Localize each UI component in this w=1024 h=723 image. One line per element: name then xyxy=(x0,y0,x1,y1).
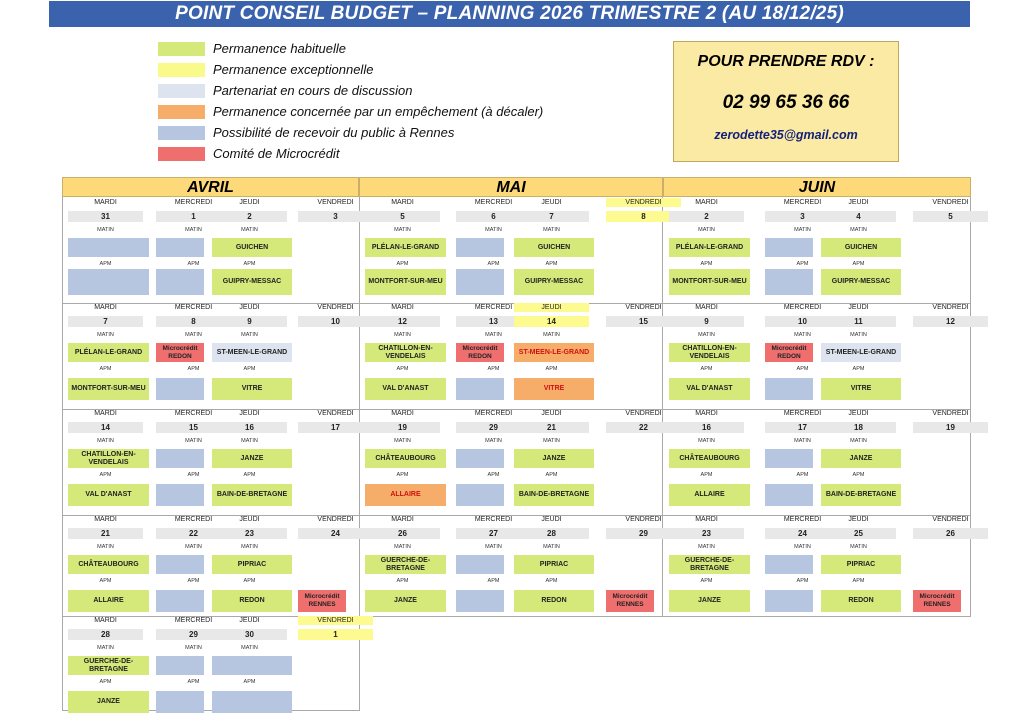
day-number: 10 xyxy=(765,316,840,327)
day-name-mercredi: MERCREDI xyxy=(474,199,513,206)
day-name-mercredi: MERCREDI xyxy=(783,304,822,311)
matin-label: MATIN xyxy=(794,332,811,338)
day-number: 19 xyxy=(365,422,440,433)
matin-label: MATIN xyxy=(485,227,502,233)
matin-label: MATIN xyxy=(185,227,202,233)
day-name-jeudi: JEUDI xyxy=(541,199,562,206)
slot-rennes xyxy=(156,656,204,675)
apm-label: APM xyxy=(852,578,865,584)
apm-label: APM xyxy=(700,472,713,478)
day-number: 16 xyxy=(212,422,287,433)
matin-label: MATIN xyxy=(543,332,560,338)
day-number: 10 xyxy=(298,316,373,327)
day-number: 8 xyxy=(606,211,681,222)
event-vitre: VITRE xyxy=(821,378,901,400)
apm-label: APM xyxy=(487,366,500,372)
day-name-jeudi: JEUDI xyxy=(514,303,589,312)
day-number: 22 xyxy=(156,528,231,539)
event-microcr-dit-redon: Microcrédit REDON xyxy=(456,343,504,362)
day-name-vendredi: VENDREDI xyxy=(625,516,662,523)
day-number: 27 xyxy=(456,528,531,539)
day-name-vendredi: VENDREDI xyxy=(932,199,969,206)
day-name-mardi: MARDI xyxy=(94,410,117,417)
day-name-mercredi: MERCREDI xyxy=(783,516,822,523)
page-title: POINT CONSEIL BUDGET – PLANNING 2026 TRIMESTRE 2 (AU 18/12/25) xyxy=(49,1,970,27)
legend-label-rennes: Possibilité de recevoir du public à Rennes xyxy=(213,125,455,140)
apm-label: APM xyxy=(243,679,256,685)
day-name-mercredi: MERCREDI xyxy=(174,516,213,523)
slot-rennes xyxy=(765,449,813,468)
matin-label: MATIN xyxy=(485,332,502,338)
day-number: 9 xyxy=(669,316,744,327)
slot-rennes xyxy=(156,238,204,257)
slot-rennes xyxy=(456,238,504,257)
month-header-juin: JUIN xyxy=(663,177,971,197)
apm-label: APM xyxy=(852,472,865,478)
event-vitre: VITRE xyxy=(212,378,292,400)
event-guipry-messac: GUIPRY-MESSAC xyxy=(514,269,594,295)
matin-label: MATIN xyxy=(394,332,411,338)
apm-label: APM xyxy=(243,366,256,372)
day-number: 15 xyxy=(156,422,231,433)
day-name-vendredi: VENDREDI xyxy=(932,516,969,523)
event-microcr-dit-redon: Microcrédit REDON xyxy=(765,343,813,362)
grid-line xyxy=(970,197,971,616)
day-name-mercredi: MERCREDI xyxy=(174,199,213,206)
event-montfort-sur-meu: MONTFORT-SUR-MEU xyxy=(669,269,750,295)
matin-label: MATIN xyxy=(850,544,867,550)
slot-rennes xyxy=(765,238,813,257)
day-number: 14 xyxy=(514,316,589,327)
event-montfort-sur-meu: MONTFORT-SUR-MEU xyxy=(68,378,149,400)
apm-label: APM xyxy=(187,261,200,267)
day-number: 6 xyxy=(456,211,531,222)
day-number: 28 xyxy=(514,528,589,539)
legend-label-partenariat: Partenariat en cours de discussion xyxy=(213,83,413,98)
day-number: 2 xyxy=(669,211,744,222)
event-vitre: VITRE xyxy=(514,378,594,400)
apm-label: APM xyxy=(487,261,500,267)
day-name-jeudi: JEUDI xyxy=(239,617,260,624)
slot-rennes xyxy=(156,269,204,295)
matin-label: MATIN xyxy=(850,227,867,233)
day-number: 9 xyxy=(212,316,287,327)
event-pl-lan-le-grand: PLÉLAN-LE-GRAND xyxy=(365,238,446,257)
slot-rennes xyxy=(156,449,204,468)
day-name-mardi: MARDI xyxy=(391,199,414,206)
legend-swatch-habituelle xyxy=(158,42,205,56)
day-name-jeudi: JEUDI xyxy=(239,199,260,206)
event-janze: JANZE xyxy=(821,449,901,468)
day-number: 26 xyxy=(365,528,440,539)
day-name-jeudi: JEUDI xyxy=(848,304,869,311)
day-number: 1 xyxy=(298,629,373,640)
day-number: 15 xyxy=(606,316,681,327)
event-pl-lan-le-grand: PLÉLAN-LE-GRAND xyxy=(669,238,750,257)
day-name-jeudi: JEUDI xyxy=(239,304,260,311)
day-number: 12 xyxy=(365,316,440,327)
day-number: 16 xyxy=(669,422,744,433)
day-name-jeudi: JEUDI xyxy=(848,516,869,523)
event-janze: JANZE xyxy=(212,449,292,468)
day-name-mardi: MARDI xyxy=(94,199,117,206)
day-number: 17 xyxy=(298,422,373,433)
day-number: 23 xyxy=(669,528,744,539)
day-number: 23 xyxy=(212,528,287,539)
apm-label: APM xyxy=(99,366,112,372)
event-bain-de-bretagne: BAIN-DE-BRETAGNE xyxy=(514,484,594,506)
slot-rennes xyxy=(68,238,149,257)
rdv-phone: 02 99 65 36 66 xyxy=(722,92,850,113)
matin-label: MATIN xyxy=(698,438,715,444)
event-redon: REDON xyxy=(821,590,901,612)
day-number: 29 xyxy=(156,629,231,640)
legend-swatch-partenariat xyxy=(158,84,205,98)
matin-label: MATIN xyxy=(97,544,114,550)
event-ch-teaubourg: CHÂTEAUBOURG xyxy=(669,449,750,468)
day-number: 3 xyxy=(765,211,840,222)
matin-label: MATIN xyxy=(185,332,202,338)
matin-label: MATIN xyxy=(485,544,502,550)
event-microcr-dit-rennes: Microcrédit RENNES xyxy=(606,590,654,612)
day-name-jeudi: JEUDI xyxy=(848,410,869,417)
legend-label-habituelle: Permanence habituelle xyxy=(213,41,346,56)
slot-rennes xyxy=(456,484,504,506)
slot-rennes xyxy=(456,590,504,612)
day-number: 2 xyxy=(212,211,287,222)
apm-label: APM xyxy=(243,472,256,478)
rdv-email: zerodette35@gmail.com xyxy=(714,128,858,142)
event-allaire: ALLAIRE xyxy=(365,484,446,506)
day-name-mercredi: MERCREDI xyxy=(474,304,513,311)
day-number: 28 xyxy=(68,629,143,640)
day-number: 30 xyxy=(212,629,287,640)
day-name-mardi: MARDI xyxy=(391,516,414,523)
event-guichen: GUICHEN xyxy=(514,238,594,257)
matin-label: MATIN xyxy=(543,438,560,444)
apm-label: APM xyxy=(852,366,865,372)
month-header-avril: AVRIL xyxy=(62,177,359,197)
matin-label: MATIN xyxy=(241,544,258,550)
event-bain-de-bretagne: BAIN-DE-BRETAGNE xyxy=(821,484,901,506)
event-chatillon-en-vendelais: CHATILLON-EN-VENDELAIS xyxy=(68,449,149,468)
apm-label: APM xyxy=(99,472,112,478)
day-number: 25 xyxy=(821,528,896,539)
event-pipriac: PIPRIAC xyxy=(212,555,292,574)
apm-label: APM xyxy=(396,472,409,478)
apm-label: APM xyxy=(187,366,200,372)
event-microcr-dit-redon: Microcrédit REDON xyxy=(156,343,204,362)
legend-swatch-empechement xyxy=(158,105,205,119)
slot-rennes xyxy=(156,555,204,574)
day-name-jeudi: JEUDI xyxy=(541,410,562,417)
event-val-d-anast: VAL D'ANAST xyxy=(365,378,446,400)
matin-label: MATIN xyxy=(543,544,560,550)
day-name-mardi: MARDI xyxy=(94,617,117,624)
matin-label: MATIN xyxy=(97,438,114,444)
day-name-jeudi: JEUDI xyxy=(541,516,562,523)
legend-swatch-exceptionnelle xyxy=(158,63,205,77)
apm-label: APM xyxy=(545,261,558,267)
day-number: 5 xyxy=(913,211,988,222)
day-name-jeudi: JEUDI xyxy=(848,199,869,206)
matin-label: MATIN xyxy=(97,645,114,651)
matin-label: MATIN xyxy=(185,645,202,651)
event-janze: JANZE xyxy=(365,590,446,612)
event-janze: JANZE xyxy=(514,449,594,468)
day-name-vendredi: VENDREDI xyxy=(317,304,354,311)
day-name-vendredi: VENDREDI xyxy=(317,516,354,523)
event-allaire: ALLAIRE xyxy=(669,484,750,506)
day-number: 4 xyxy=(821,211,896,222)
day-number: 3 xyxy=(298,211,373,222)
event-redon: REDON xyxy=(212,590,292,612)
apm-label: APM xyxy=(487,578,500,584)
day-number: 13 xyxy=(456,316,531,327)
apm-label: APM xyxy=(187,578,200,584)
slot-rennes xyxy=(156,484,204,506)
apm-label: APM xyxy=(243,261,256,267)
day-name-mardi: MARDI xyxy=(695,304,718,311)
day-name-mercredi: MERCREDI xyxy=(783,410,822,417)
apm-label: APM xyxy=(187,472,200,478)
day-name-mardi: MARDI xyxy=(391,410,414,417)
apm-label: APM xyxy=(700,261,713,267)
day-number: 7 xyxy=(514,211,589,222)
matin-label: MATIN xyxy=(241,227,258,233)
matin-label: MATIN xyxy=(850,438,867,444)
matin-label: MATIN xyxy=(185,544,202,550)
slot-rennes xyxy=(212,691,292,713)
apm-label: APM xyxy=(243,578,256,584)
day-name-mardi: MARDI xyxy=(695,199,718,206)
day-number: 19 xyxy=(913,422,988,433)
day-number: 17 xyxy=(765,422,840,433)
apm-label: APM xyxy=(396,578,409,584)
event-pl-lan-le-grand: PLÉLAN-LE-GRAND xyxy=(68,343,149,362)
grid-line xyxy=(662,197,663,616)
day-number: 29 xyxy=(606,528,681,539)
slot-rennes xyxy=(212,656,292,675)
day-name-mercredi: MERCREDI xyxy=(474,516,513,523)
apm-label: APM xyxy=(852,261,865,267)
apm-label: APM xyxy=(796,366,809,372)
event-ch-teaubourg: CHÂTEAUBOURG xyxy=(365,449,446,468)
event-allaire: ALLAIRE xyxy=(68,590,149,612)
slot-rennes xyxy=(156,691,204,713)
event-pipriac: PIPRIAC xyxy=(821,555,901,574)
day-name-mercredi: MERCREDI xyxy=(174,410,213,417)
matin-label: MATIN xyxy=(394,438,411,444)
day-number: 18 xyxy=(821,422,896,433)
day-name-mardi: MARDI xyxy=(94,516,117,523)
day-number: 7 xyxy=(68,316,143,327)
slot-rennes xyxy=(156,590,204,612)
day-number: 8 xyxy=(156,316,231,327)
day-name-vendredi: VENDREDI xyxy=(932,304,969,311)
slot-rennes xyxy=(765,269,813,295)
day-name-vendredi: VENDREDI xyxy=(625,410,662,417)
slot-rennes xyxy=(68,269,149,295)
apm-label: APM xyxy=(187,679,200,685)
day-number: 26 xyxy=(913,528,988,539)
legend-label-empechement: Permanence concernée par un empêchement (à décaler) xyxy=(213,104,544,119)
day-name-mercredi: MERCREDI xyxy=(174,304,213,311)
day-name-vendredi: VENDREDI xyxy=(932,410,969,417)
month-header-mai: MAI xyxy=(359,177,663,197)
legend-swatch-rennes xyxy=(158,126,205,140)
event-microcr-dit-rennes: Microcrédit RENNES xyxy=(913,590,961,612)
matin-label: MATIN xyxy=(97,332,114,338)
event-chatillon-en-vendelais: CHATILLON-EN-VENDELAIS xyxy=(669,343,750,362)
day-number: 29 xyxy=(456,422,531,433)
day-name-mardi: MARDI xyxy=(391,304,414,311)
legend-label-exceptionnelle: Permanence exceptionnelle xyxy=(213,62,374,77)
day-number: 21 xyxy=(514,422,589,433)
day-number: 12 xyxy=(913,316,988,327)
day-name-jeudi: JEUDI xyxy=(239,410,260,417)
apm-label: APM xyxy=(700,366,713,372)
slot-rennes xyxy=(765,590,813,612)
matin-label: MATIN xyxy=(394,544,411,550)
event-guipry-messac: GUIPRY-MESSAC xyxy=(212,269,292,295)
legend-label-microcredit: Comité de Microcrédit xyxy=(213,146,340,161)
day-number: 5 xyxy=(365,211,440,222)
slot-rennes xyxy=(765,378,813,400)
event-montfort-sur-meu: MONTFORT-SUR-MEU xyxy=(365,269,446,295)
day-number: 22 xyxy=(606,422,681,433)
slot-rennes xyxy=(456,555,504,574)
event-guipry-messac: GUIPRY-MESSAC xyxy=(821,269,901,295)
rdv-heading: POUR PRENDRE RDV : xyxy=(697,53,875,70)
apm-label: APM xyxy=(796,261,809,267)
matin-label: MATIN xyxy=(185,438,202,444)
day-name-jeudi: JEUDI xyxy=(239,516,260,523)
event-val-d-anast: VAL D'ANAST xyxy=(669,378,750,400)
matin-label: MATIN xyxy=(241,438,258,444)
apm-label: APM xyxy=(545,578,558,584)
day-number: 31 xyxy=(68,211,143,222)
day-name-mardi: MARDI xyxy=(695,516,718,523)
event-janze: JANZE xyxy=(68,691,149,713)
apm-label: APM xyxy=(700,578,713,584)
matin-label: MATIN xyxy=(485,438,502,444)
event-guichen: GUICHEN xyxy=(821,238,901,257)
slot-rennes xyxy=(765,555,813,574)
apm-label: APM xyxy=(796,472,809,478)
day-name-mardi: MARDI xyxy=(94,304,117,311)
apm-label: APM xyxy=(545,472,558,478)
matin-label: MATIN xyxy=(97,227,114,233)
apm-label: APM xyxy=(487,472,500,478)
event-redon: REDON xyxy=(514,590,594,612)
day-number: 24 xyxy=(765,528,840,539)
matin-label: MATIN xyxy=(698,332,715,338)
day-name-vendredi: VENDREDI xyxy=(317,410,354,417)
matin-label: MATIN xyxy=(850,332,867,338)
day-name-vendredi: VENDREDI xyxy=(625,304,662,311)
apm-label: APM xyxy=(396,366,409,372)
day-number: 14 xyxy=(68,422,143,433)
event-guichen: GUICHEN xyxy=(212,238,292,257)
event-st-meen-le-grand: ST-MEEN-LE-GRAND xyxy=(821,343,901,362)
apm-label: APM xyxy=(545,366,558,372)
day-name-mercredi: MERCREDI xyxy=(174,617,213,624)
matin-label: MATIN xyxy=(794,544,811,550)
apm-label: APM xyxy=(99,578,112,584)
event-bain-de-bretagne: BAIN-DE-BRETAGNE xyxy=(212,484,292,506)
event-guerche-de-bretagne: GUERCHE-DE-BRETAGNE xyxy=(68,656,149,675)
apm-label: APM xyxy=(396,261,409,267)
apm-label: APM xyxy=(99,261,112,267)
day-name-mercredi: MERCREDI xyxy=(783,199,822,206)
legend-swatch-microcredit xyxy=(158,147,205,161)
event-pipriac: PIPRIAC xyxy=(514,555,594,574)
day-number: 11 xyxy=(821,316,896,327)
day-name-vendredi: VENDREDI xyxy=(317,199,354,206)
event-microcr-dit-rennes: Microcrédit RENNES xyxy=(298,590,346,612)
rdv-box xyxy=(673,41,899,162)
day-number: 24 xyxy=(298,528,373,539)
event-ch-teaubourg: CHÂTEAUBOURG xyxy=(68,555,149,574)
event-st-meen-le-grand: ST-MEEN-LE-GRAND xyxy=(212,343,292,362)
event-st-meen-le-grand: ST-MEEN-LE-GRAND xyxy=(514,343,594,362)
day-number: 1 xyxy=(156,211,231,222)
slot-rennes xyxy=(456,449,504,468)
matin-label: MATIN xyxy=(794,227,811,233)
matin-label: MATIN xyxy=(543,227,560,233)
day-name-mardi: MARDI xyxy=(695,410,718,417)
matin-label: MATIN xyxy=(394,227,411,233)
day-name-mercredi: MERCREDI xyxy=(474,410,513,417)
day-name-vendredi: VENDREDI xyxy=(298,616,373,625)
day-number: 21 xyxy=(68,528,143,539)
matin-label: MATIN xyxy=(794,438,811,444)
matin-label: MATIN xyxy=(698,544,715,550)
apm-label: APM xyxy=(796,578,809,584)
matin-label: MATIN xyxy=(241,645,258,651)
event-janze: JANZE xyxy=(669,590,750,612)
slot-rennes xyxy=(456,269,504,295)
matin-label: MATIN xyxy=(698,227,715,233)
slot-rennes xyxy=(156,378,204,400)
matin-label: MATIN xyxy=(241,332,258,338)
slot-rennes xyxy=(765,484,813,506)
grid-line xyxy=(62,197,63,710)
event-chatillon-en-vendelais: CHATILLON-EN-VENDELAIS xyxy=(365,343,446,362)
event-guerche-de-bretagne: GUERCHE-DE-BRETAGNE xyxy=(669,555,750,574)
apm-label: APM xyxy=(99,679,112,685)
day-name-vendredi: VENDREDI xyxy=(606,198,681,207)
event-val-d-anast: VAL D'ANAST xyxy=(68,484,149,506)
slot-rennes xyxy=(456,378,504,400)
event-guerche-de-bretagne: GUERCHE-DE-BRETAGNE xyxy=(365,555,446,574)
